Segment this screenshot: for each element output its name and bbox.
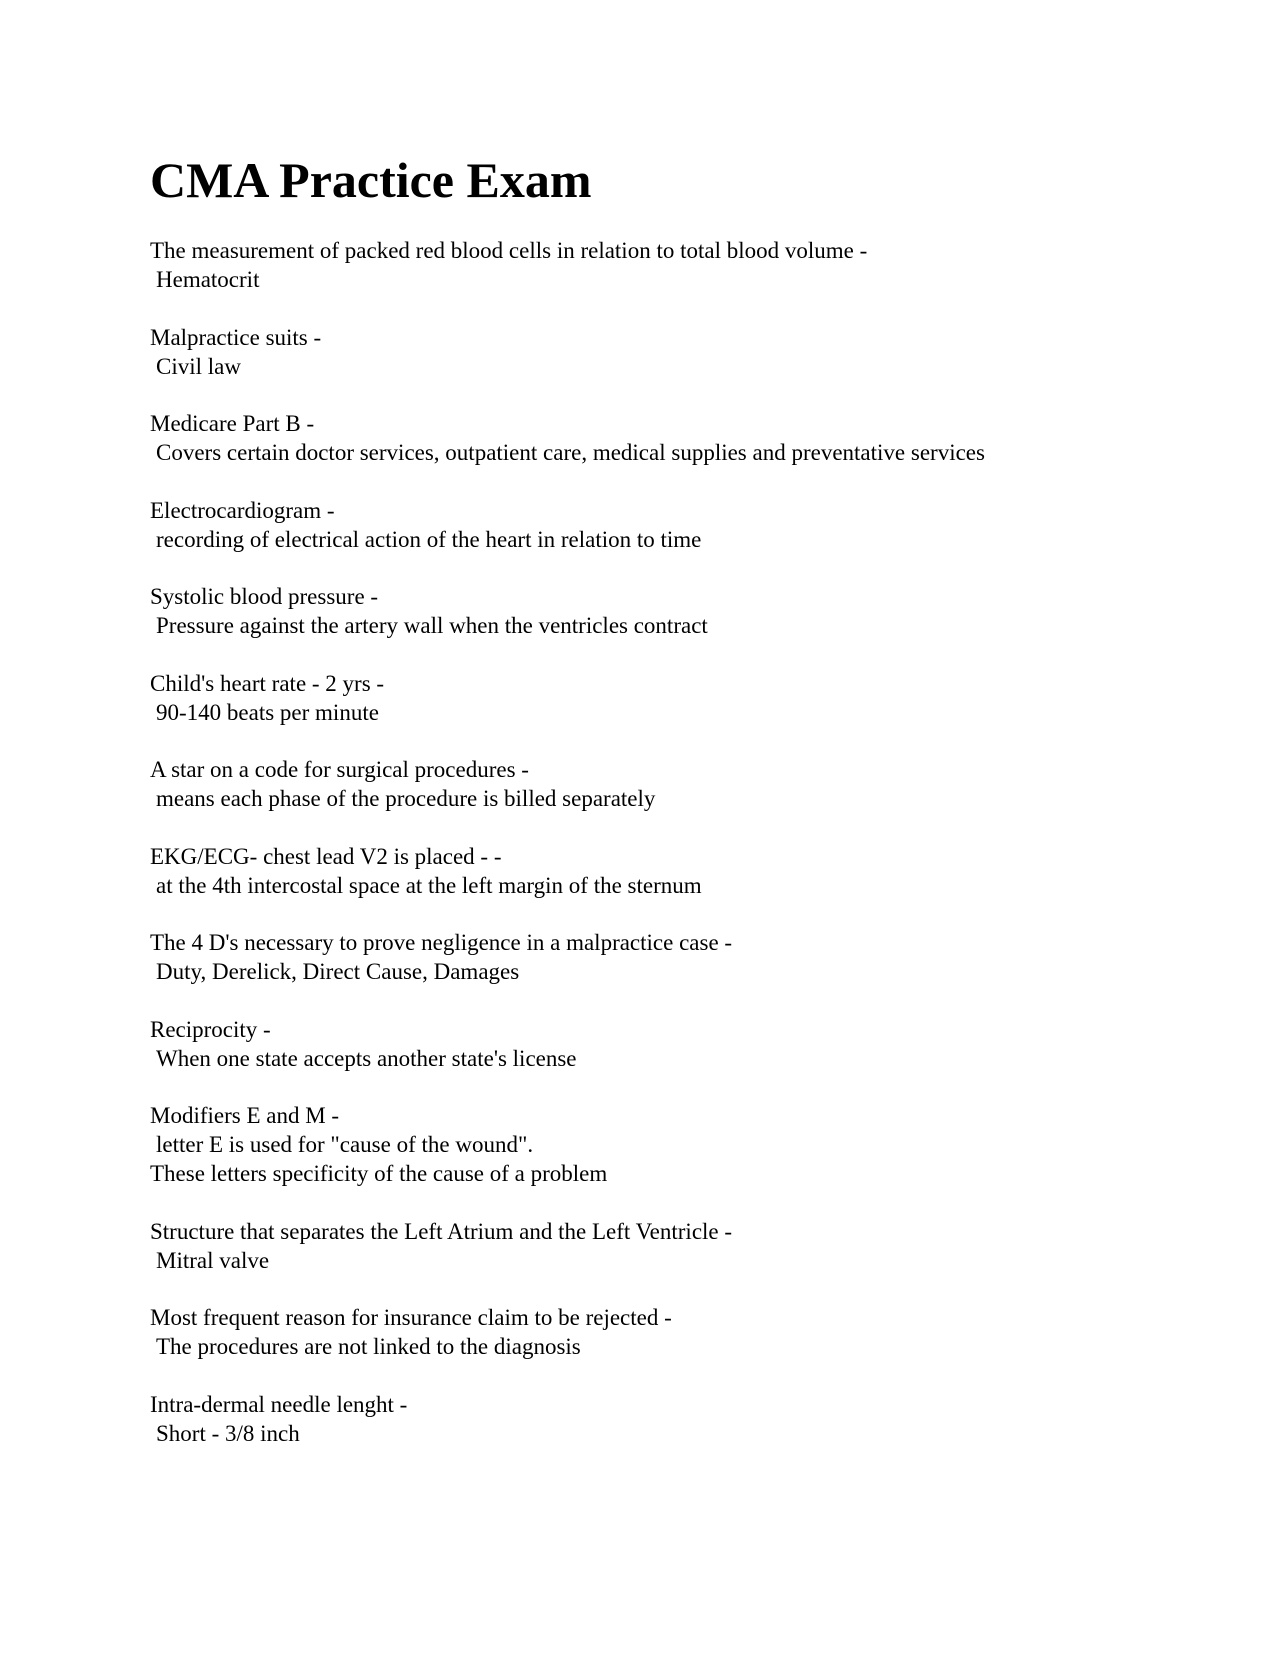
answer-text: at the 4th intercostal space at the left margin of the sternum [156,872,702,898]
question-text: Electrocardiogram - [150,497,335,523]
qa-item [150,496,985,554]
question-text: Most frequent reason for insurance claim to be rejected - [150,1305,672,1330]
answer-text: When one state accepts another state's license [156,1045,577,1071]
answer-text: Hematocrit [156,267,260,292]
question-text: The measurement of packed red blood cells in relation to total blood volume - [150,238,868,263]
question-text: EKG/ECG- chest lead V2 is placed - - [150,843,502,869]
answer-text: Mitral valve [156,1247,270,1273]
question-text: Modifiers E and M - [150,1103,340,1128]
qa-item [150,669,985,727]
qa-item [150,928,985,986]
question-text: Reciprocity - [150,1016,271,1042]
question-text: Intra-dermal needle lenght - [150,1391,408,1417]
question-text: The 4 D's necessary to prove negligence in a malpractice case - [150,930,733,955]
answer-text: The procedures are not linked to the diagnosis [156,1334,581,1359]
qa-list [150,236,985,1476]
question-text: Child's heart rate - 2 yrs - [150,670,385,696]
question-text: Medicare Part B - [150,411,315,436]
page-title: CMA Practice Exam [150,152,592,208]
qa-item [150,755,985,813]
question-text: Structure that separates the Left Atrium and the Left Ventricle - [150,1218,733,1244]
qa-item [150,1101,985,1188]
answer-text: recording of electrical action of the heart in relation to time [156,526,702,552]
qa-item [150,1390,985,1448]
qa-item [150,409,985,467]
qa-item [150,842,985,900]
answer-text: Duty, Derelick, Direct Cause, Damages [156,959,520,984]
qa-item [150,1015,985,1073]
answer-text: 90-140 beats per minute [156,699,379,725]
question-text: Systolic blood pressure - [150,584,379,609]
question-text: A star on a code for surgical procedures - [150,757,529,782]
qa-item [150,582,985,640]
qa-item [150,236,985,294]
answer-text: Covers certain doctor services, outpatient care, medical supplies and preventative services [156,440,985,465]
qa-item [150,323,985,381]
answer-text: Short - 3/8 inch [156,1420,300,1446]
answer-text: Civil law [156,353,241,379]
question-text: Malpractice suits - [150,324,322,350]
answer-text: letter E is used for "cause of the wound". [156,1132,534,1157]
qa-item [150,1217,985,1275]
answer-extra-text: These letters specificity of the cause of a problem [150,1161,608,1186]
qa-item [150,1303,985,1361]
answer-text: Pressure against the artery wall when the ventricles contract [156,613,708,638]
answer-text: means each phase of the procedure is billed separately [156,786,656,811]
